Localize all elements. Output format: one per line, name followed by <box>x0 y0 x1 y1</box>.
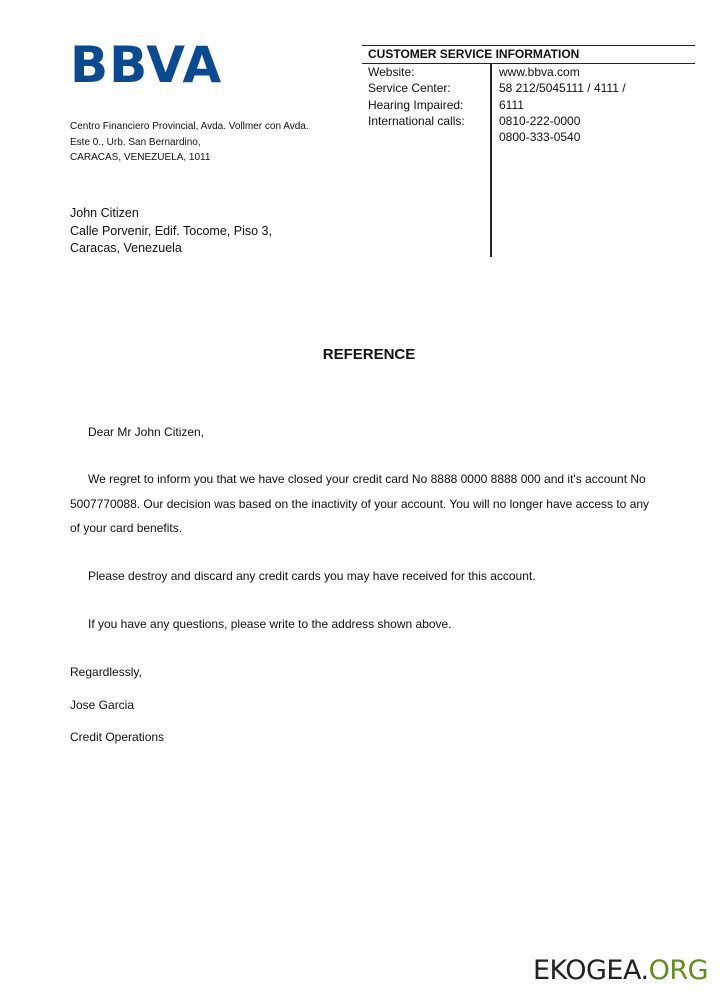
customer-service-title: CUSTOMER SERVICE INFORMATION <box>368 47 580 61</box>
signer-department: Credit Operations <box>70 730 165 744</box>
closing: Regardlessly, <box>70 665 142 679</box>
table-divider <box>490 63 492 257</box>
recipient-name: John Citizen <box>70 206 139 220</box>
service-labels <box>368 64 465 129</box>
value-website: www.bbva.com <box>499 65 580 79</box>
bank-address-line: Centro Financiero Provincial, Avda. Vollmer con Avda. <box>70 121 309 132</box>
paragraph-1-line: of your card benefits. <box>70 521 183 535</box>
recipient-address <box>70 205 272 258</box>
paragraph-3: If you have any questions, please write to the address shown above. <box>88 617 452 631</box>
bank-address <box>70 119 309 166</box>
paragraph-1-line: 5007770088. Our decision was based on the inactivity of your account. You will no longer have access to any <box>70 497 650 511</box>
label-international: International calls: <box>368 113 465 128</box>
recipient-street: Calle Porvenir, Edif. Tocome, Piso 3, <box>70 223 272 238</box>
value-service-center: 58 212/5045111 / 4111 / <box>499 81 626 96</box>
watermark-accent: ORG <box>648 955 708 986</box>
signer-name: Jose Garcia <box>70 698 135 712</box>
bank-address-line: CARACAS, VENEZUELA, 1011 <box>70 152 211 163</box>
label-hearing-impaired: Hearing Impaired: <box>368 97 464 112</box>
bbva-logo: BBVA <box>70 36 223 94</box>
paragraph-2: Please destroy and discard any credit cards you may have received for this account. <box>88 569 536 583</box>
label-service-center: Service Center: <box>368 81 451 96</box>
value-international-2: 0800-333-0540 <box>499 130 581 145</box>
salutation: Dear Mr John Citizen, <box>88 425 205 439</box>
recipient-city: Caracas, Venezuela <box>70 241 182 255</box>
paragraph-1-line: We regret to inform you that we have closed your credit card No 8888 0000 8888 000 and it's account No <box>88 472 646 486</box>
label-website: Website: <box>368 65 415 79</box>
watermark-main: EKOGEA. <box>532 955 649 986</box>
bank-address-line: Este 0., Urb. San Bernardino, <box>70 136 201 148</box>
watermark <box>533 955 708 986</box>
service-values <box>499 64 626 145</box>
value-hearing-impaired: 6111 <box>499 97 524 112</box>
reference-heading: REFERENCE <box>322 346 416 363</box>
value-international-1: 0810-222-0000 <box>499 113 581 128</box>
